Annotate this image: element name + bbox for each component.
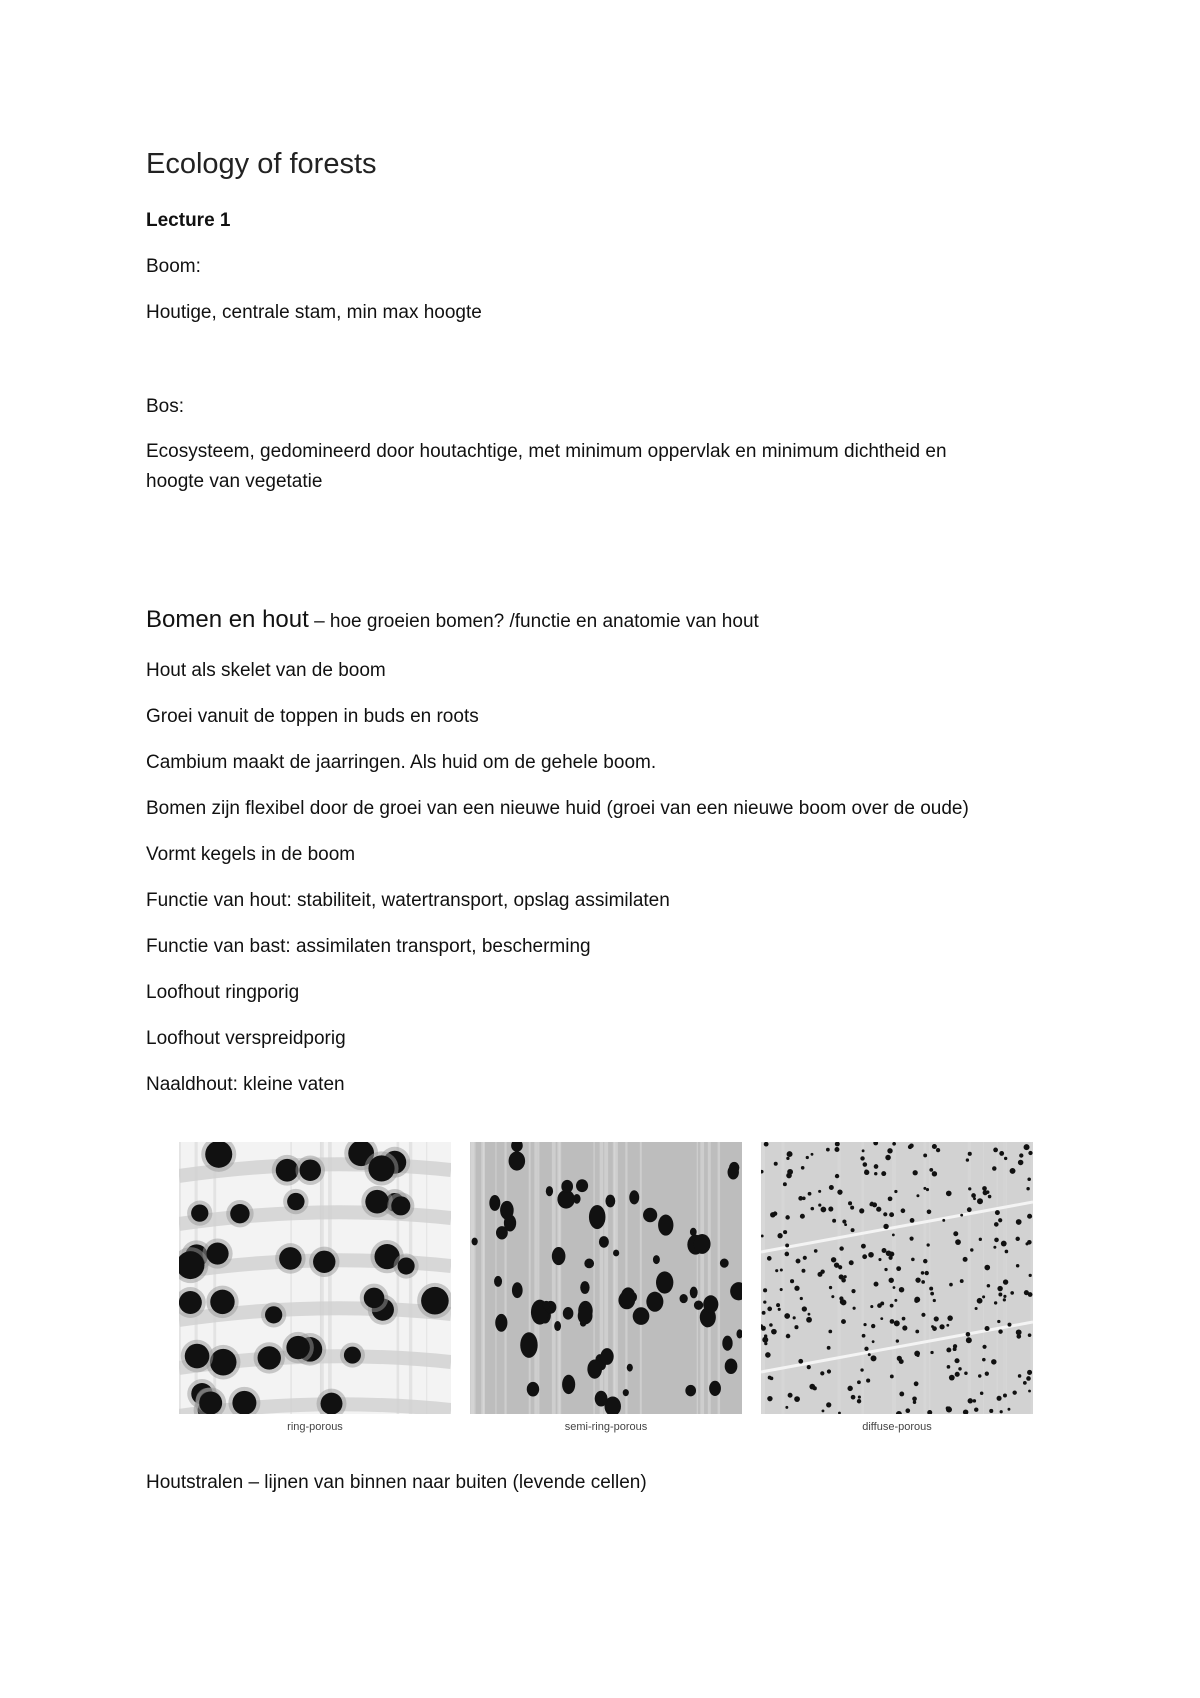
section-subtitle: – hoe groeien bomen? /functie en anatomie van hout	[308, 611, 759, 632]
document-title: Ecology of forests	[146, 148, 377, 180]
boom-label: Boom:	[146, 256, 201, 277]
ring-porous-micrograph	[179, 1142, 451, 1414]
lecture-heading: Lecture 1	[146, 210, 231, 231]
list-item: Cambium maakt de jaarringen. Als huid om de gehele boom.	[146, 752, 657, 773]
list-item: Hout als skelet van de boom	[146, 660, 386, 681]
bos-label: Bos:	[146, 396, 185, 417]
figure-caption: semi-ring-porous	[564, 1421, 648, 1433]
list-item: Loofhout verspreidporig	[146, 1028, 346, 1049]
figure-caption: diffuse-porous	[862, 1421, 932, 1433]
list-item: Naaldhout: kleine vaten	[146, 1074, 345, 1095]
list-item: Groei vanuit de toppen in buds en roots	[146, 706, 479, 727]
diffuse-porous-micrograph	[761, 1142, 1033, 1414]
figure-caption: ring-porous	[287, 1421, 343, 1433]
bos-definition-line-1: Ecosysteem, gedomineerd door houtachtige, met minimum oppervlak en minimum dichtheid en	[146, 441, 947, 462]
semi-ring-porous-image	[470, 1142, 742, 1414]
section-title: Bomen en hout	[146, 606, 309, 633]
ring-porous-image	[179, 1142, 451, 1414]
list-item: Functie van hout: stabiliteit, watertransport, opslag assimilaten	[146, 890, 670, 911]
houtstralen-text: Houtstralen – lijnen van binnen naar buiten (levende cellen)	[146, 1472, 647, 1493]
list-item: Vormt kegels in de boom	[146, 844, 356, 865]
diffuse-porous-image	[761, 1142, 1033, 1414]
list-item: Loofhout ringporig	[146, 982, 300, 1003]
bos-definition-line-2: hoogte van vegetatie	[146, 471, 323, 492]
list-item: Bomen zijn flexibel door de groei van een nieuwe huid (groei van een nieuwe boom over de oude)	[146, 798, 969, 819]
section-heading	[146, 606, 759, 634]
list-item: Functie van bast: assimilaten transport, bescherming	[146, 936, 591, 957]
semi-ring-porous-micrograph	[470, 1142, 742, 1414]
boom-definition: Houtige, centrale stam, min max hoogte	[146, 302, 482, 323]
